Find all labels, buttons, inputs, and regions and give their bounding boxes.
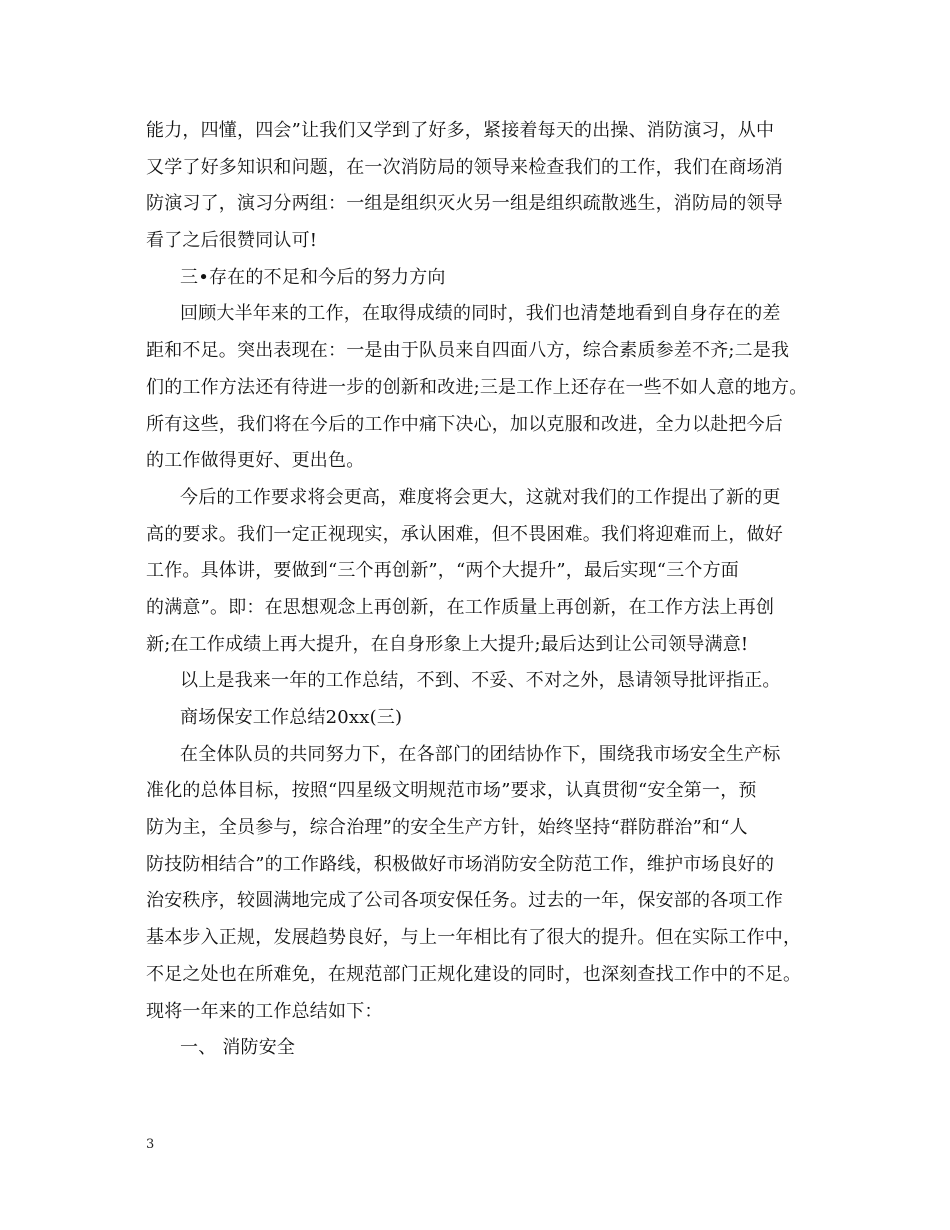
text-line: 不足之处也在所难免，在规范部门正规化建设的同时，也深刻查找工作中的不足。	[146, 963, 802, 985]
text-line: 的工作做得更好、更出色。	[146, 450, 365, 472]
text-line: 距和不足。突出表现在：一是由于队员来自四面八方，综合素质参差不齐;二是我	[146, 340, 790, 362]
text-line: 看了之后很赞同认可!	[146, 230, 318, 252]
text-line: 一、 消防安全	[180, 1037, 296, 1059]
text-line: 基本步入正规，发展趋势良好，与上一年相比有了很大的提升。但在实际工作中，	[146, 927, 802, 949]
document-body	[146, 113, 806, 1067]
text-line: 准化的总体目标，按照“四星级文明规范市场”要求，认真贯彻“安全第一，预	[146, 780, 757, 802]
text-line: 所有这些，我们将在今后的工作中痛下决心，加以克服和改进，全力以赴把今后	[146, 413, 783, 435]
text-line: 工作。具体讲，要做到“三个再创新”，“两个大提升”，最后实现“三个方面	[146, 560, 740, 582]
text-line: 今后的工作要求将会更高，难度将会更大，这就对我们的工作提出了新的更	[180, 486, 781, 508]
text-line: 防为主，全员参与，综合治理”的安全生产方针，始终坚持“群防群治”和“人	[146, 817, 748, 839]
text-line: 新;在工作成绩上再大提升，在自身形象上大提升;最后达到让公司领导满意!	[146, 633, 749, 655]
text-line: 又学了好多知识和问题，在一次消防局的领导来检查我们的工作，我们在商场消	[146, 156, 783, 178]
text-line: 在全体队员的共同努力下，在各部门的团结协作下，围绕我市场安全生产标	[180, 743, 781, 765]
text-line: 三•存在的不足和今后的努力方向	[180, 266, 446, 288]
text-line: 治安秩序，较圆满地完成了公司各项安保任务。过去的一年，保安部的各项工作	[146, 890, 783, 912]
text-line: 能力，四懂，四会”让我们又学到了好多，紧接着每天的出操、消防演习，从中	[146, 120, 775, 141]
text-line: 们的工作方法还有待进一步的创新和改进;三是工作上还存在一些不如人意的地方。	[146, 376, 808, 398]
text-line: 现将一年来的工作总结如下：	[146, 1000, 383, 1022]
text-line: 回顾大半年来的工作，在取得成绩的同时，我们也清楚地看到自身存在的差	[180, 303, 781, 325]
text-line: 商场保安工作总结20xx(三)	[180, 707, 403, 728]
text-line: 以上是我来一年的工作总结，不到、不妥、不对之外，恳请领导批评指正。	[180, 670, 781, 692]
text-line: 防演习了，演习分两组：一组是组织灭火另一组是组织疏散逃生，消防局的领导	[146, 193, 783, 215]
text-line: 防技防相结合”的工作路线，积极做好市场消防安全防范工作，维护市场良好的	[146, 853, 775, 875]
text-line: 高的要求。我们一定正视现实，承认困难，但不畏困难。我们将迎难而上，做好	[146, 523, 783, 545]
page-number: 3	[146, 1137, 155, 1152]
text-line: 的满意”。即：在思想观念上再创新，在工作质量上再创新，在工作方法上再创	[146, 596, 775, 618]
